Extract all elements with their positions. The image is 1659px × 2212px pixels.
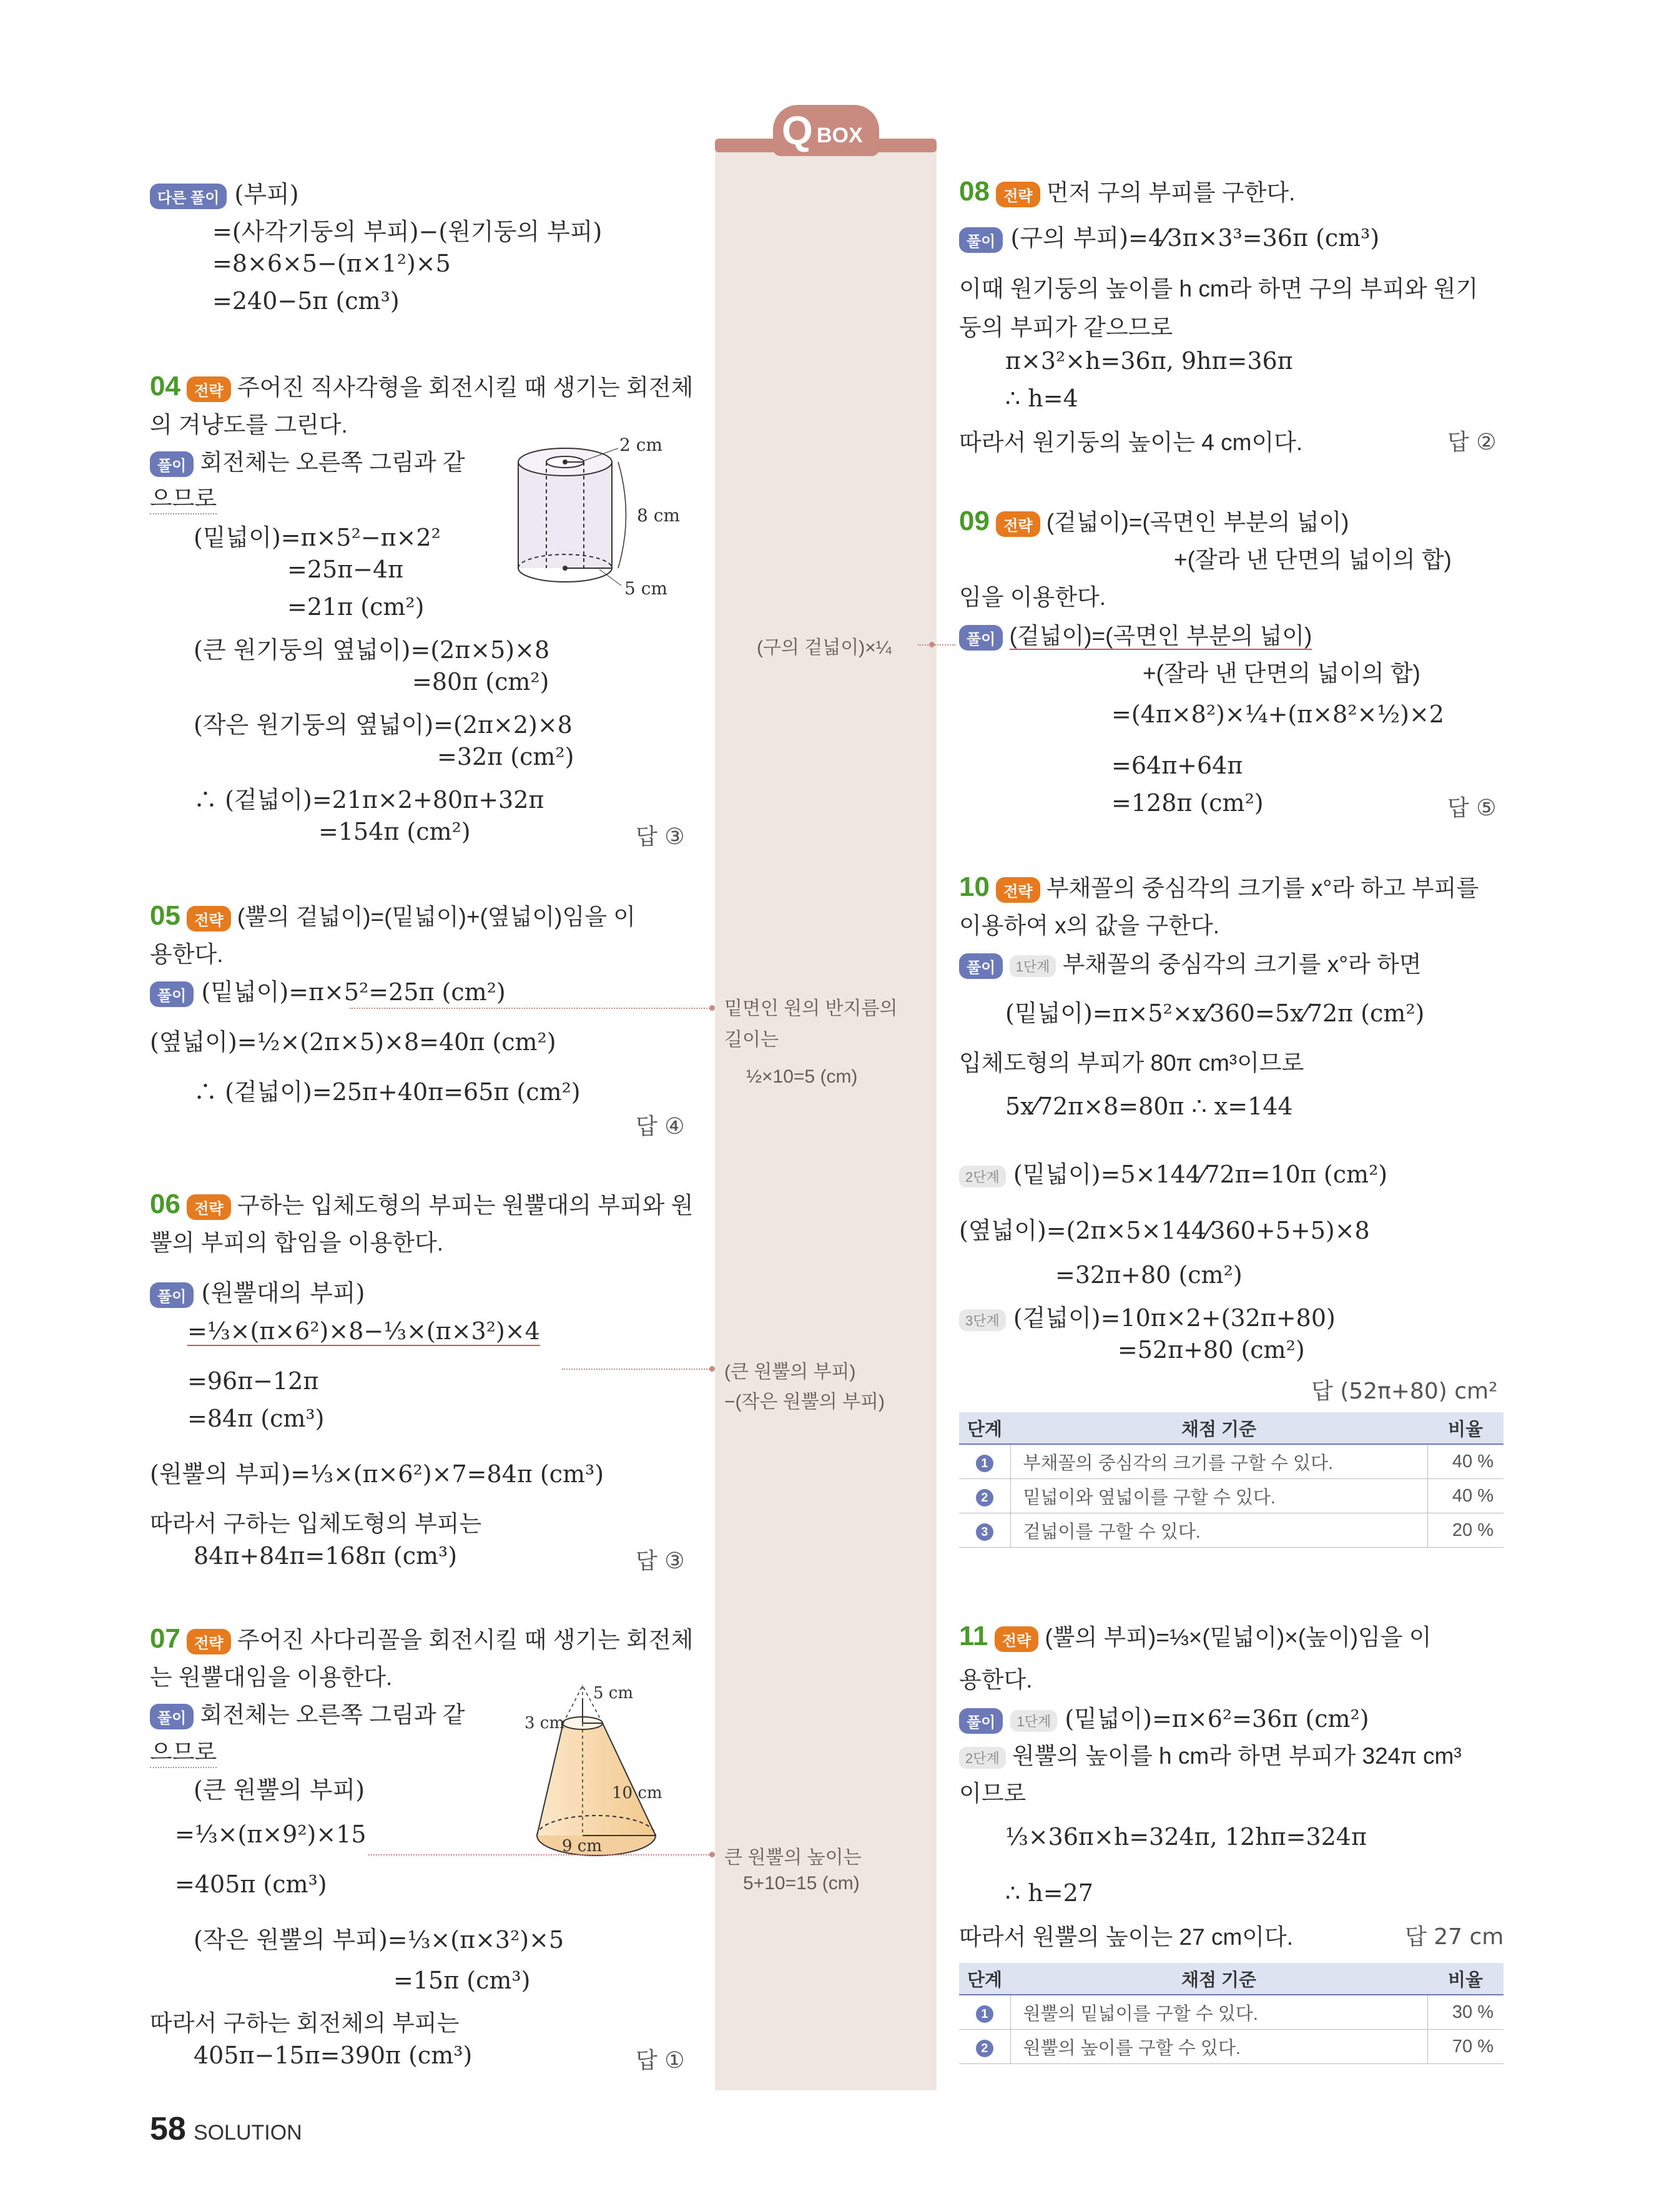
alt-solution [150, 175, 299, 209]
problem-10-header [959, 869, 1479, 903]
math-line: 따라서 구하는 회전체의 부피는 [150, 2010, 460, 2036]
strategy-tag: 전략 [187, 906, 230, 931]
strategy-tag: 전략 [995, 1626, 1038, 1652]
solution-badge: 풀이 [959, 625, 1003, 651]
math-line: (원뿔대의 부피) [201, 1279, 365, 1307]
strategy-text: 용한다. [150, 941, 224, 967]
criterion: 원뿔의 높이를 구할 수 있다. [1010, 2030, 1427, 2064]
math-line: 405π−15π=390π (cm³) [194, 2042, 473, 2069]
solution-line [150, 973, 506, 1007]
solution-line [959, 1699, 1369, 1734]
strategy-text: 주어진 사다리꼴을 회전시킬 때 생기는 회전체 [237, 1627, 694, 1653]
math-line: =154π (cm²) [318, 818, 471, 845]
fig-label: 8 cm [637, 505, 680, 526]
problem-number: 06 [150, 1189, 180, 1219]
leader-line [368, 1854, 712, 1856]
problem-number: 10 [959, 872, 990, 902]
solution-text: 회전체는 오른쪽 그림과 같 [200, 1702, 465, 1728]
math-line: ∴ (겉넓이)=21π×2+80π+32π [194, 786, 544, 814]
math-line: 따라서 구하는 입체도형의 부피는 [150, 1511, 482, 1536]
solution-text: 회전체는 오른쪽 그림과 같 [200, 450, 465, 475]
alt-line: =240−5π (cm³) [212, 287, 400, 315]
math-line: =96π−12π [187, 1367, 319, 1395]
hollow-cylinder-figure [506, 437, 712, 606]
strategy-tag: 전략 [187, 1194, 230, 1220]
math-line: =15π (cm³) [393, 1967, 531, 1994]
solution-badge: 풀이 [150, 981, 194, 1007]
answer-mark: 답 ③ [636, 824, 685, 850]
math-line: (큰 원기둥의 옆넓이)=(2π×5)×8 [194, 636, 550, 664]
math-line: =52π+80 (cm²) [1118, 1336, 1305, 1364]
math-line: ∴ (겉넓이)=25π+40π=65π (cm²) [194, 1078, 581, 1106]
leader-line [562, 1369, 712, 1370]
math-line: =⅓×(π×6²)×8−⅓×(π×3²)×4 [187, 1317, 540, 1345]
table-row [959, 1444, 1504, 1479]
problem-number: 08 [959, 176, 990, 207]
criterion: 부채꼴의 중심각의 크기를 구할 수 있다. [1010, 1444, 1427, 1479]
math-line: =32π (cm²) [437, 743, 574, 770]
leader-line [350, 1008, 712, 1009]
ratio: 40 % [1427, 1444, 1504, 1479]
math-line: (겉넓이)=(곡면인 부분의 넓이) [1009, 623, 1312, 649]
math-line: =21π (cm²) [287, 593, 425, 621]
math-line: =128π (cm²) [1111, 789, 1264, 817]
side-note: (구의 겉넓이)×¼ [757, 637, 892, 658]
solution-text: 으므로 [150, 479, 217, 514]
side-note: ½×10=5 (cm) [746, 1066, 858, 1087]
ratio: 30 % [1427, 1995, 1504, 2030]
math-line: 84π+84π=168π (cm³) [194, 1542, 458, 1570]
leader-dot [709, 1366, 715, 1372]
problem-number: 09 [959, 506, 990, 536]
problem-05-header [150, 898, 636, 931]
solution-badge: 풀이 [150, 1282, 194, 1308]
table-header: 단계 [959, 1963, 1010, 1995]
fig-label: 10 cm [612, 1784, 662, 1802]
strategy-text: 주어진 직사각형을 회전시킬 때 생기는 회전체 [237, 375, 694, 400]
math-line: (큰 원뿔의 부피) [194, 1776, 365, 1804]
strategy-text: 먼저 구의 부피를 구한다. [1046, 180, 1296, 205]
side-note: 큰 원뿔의 높이는 [724, 1847, 862, 1868]
answer-mark: 답 ③ [636, 1548, 685, 1574]
qbox-column [715, 149, 937, 2090]
solution-badge: 풀이 [959, 953, 1003, 979]
math-line: 둥의 부피가 같으므로 [959, 315, 1173, 340]
math-line: 원뿔의 높이를 h cm라 하면 부피가 324π cm³ [1012, 1743, 1462, 1769]
math-line: (구의 부피)=4⁄3π×3³=36π (cm³) [1010, 224, 1380, 252]
ratio: 70 % [1427, 2030, 1504, 2064]
qbox-badge [773, 105, 879, 156]
strategy-tag: 전략 [996, 182, 1040, 207]
step-badge: 1단계 [1010, 955, 1056, 977]
problem-number: 07 [150, 1623, 180, 1654]
problem-number: 05 [150, 900, 180, 931]
leader-dot [709, 1852, 715, 1857]
math-line: (원뿔의 부피)=⅓×(π×6²)×7=84π (cm³) [150, 1460, 604, 1488]
step-badge: 2단계 [959, 1747, 1006, 1769]
strategy-text: 구하는 입체도형의 부피는 원뿔대의 부피와 원 [237, 1192, 694, 1218]
math-line: =80π (cm²) [412, 668, 549, 696]
strategy-text: +(잘라 낸 단면의 넓이의 합) [1174, 547, 1452, 573]
strategy-text: 용한다. [959, 1667, 1033, 1693]
math-line: =32π+80 (cm²) [1055, 1261, 1243, 1289]
ratio: 40 % [1427, 1479, 1504, 1513]
math-line: (작은 원기둥의 옆넓이)=(2π×2)×8 [194, 711, 573, 739]
table-row [959, 1513, 1504, 1548]
table-header: 채점 기준 [1010, 1963, 1427, 1995]
qbox-q: Q [782, 108, 813, 153]
step-number: 1 [976, 2005, 993, 2023]
math-line: 입체도형의 부피가 80π cm³이므로 [959, 1050, 1304, 1076]
table-row [959, 1479, 1504, 1513]
math-line: (밑넓이)=π×5²=25π (cm²) [201, 978, 506, 1006]
strategy-tag: 전략 [996, 877, 1040, 903]
strategy-text: 뿔의 부피의 합임을 이용한다. [150, 1230, 444, 1256]
answer-mark: 답 ① [636, 2048, 685, 2073]
math-line: ∴ h=27 [1005, 1879, 1093, 1907]
solution-line [959, 1299, 1336, 1333]
strategy-tag: 전략 [996, 511, 1040, 537]
step-badge: 1단계 [1010, 1710, 1057, 1732]
math-line: +(잘라 낸 단면의 넓이의 합) [1143, 661, 1420, 686]
alt-line: =(사각기둥의 부피)−(원기둥의 부피) [212, 218, 603, 245]
solution-line [959, 617, 1312, 651]
math-line: (겉넓이)=10π×2+(32π+80) [1013, 1304, 1336, 1332]
answer-mark: 답 27 cm [1405, 1924, 1504, 1950]
math-line: =64π+64π [1111, 752, 1243, 779]
solution-badge: 풀이 [150, 451, 194, 477]
solution-line [959, 1737, 1462, 1771]
problem-04-header [150, 368, 693, 402]
math-line: 따라서 원기둥의 높이는 4 cm이다. [959, 430, 1303, 455]
problem-09-header [959, 503, 1349, 537]
math-line: =84π (cm³) [187, 1405, 325, 1432]
math-line: =(4π×8²)×¼+(π×8²×½)×2 [1111, 700, 1444, 728]
fig-label: 2 cm [619, 437, 662, 455]
math-line: (밑넓이)=π×6²=36π (cm²) [1065, 1705, 1369, 1733]
math-line: 이때 원기둥의 높이를 h cm라 하면 구의 부피와 원기 [959, 276, 1479, 302]
solution-line [959, 1155, 1387, 1189]
side-note: 5+10=15 (cm) [743, 1873, 860, 1894]
strategy-text: 는 원뿔대임을 이용한다. [150, 1664, 393, 1690]
strategy-text: (뿔의 겉넓이)=(밑넓이)+(옆넓이)임을 이 [237, 904, 636, 930]
math-line: ⅓×36π×h=324π, 12hπ=324π [1005, 1823, 1367, 1851]
solution-text: 으므로 [150, 1733, 217, 1768]
table-header: 단계 [959, 1412, 1010, 1444]
problem-number: 04 [150, 371, 180, 401]
problem-number: 11 [959, 1621, 988, 1651]
math-line: (옆넓이)=½×(2π×5)×8=40π (cm²) [150, 1028, 556, 1056]
alt-line: =8×6×5−(π×1²)×5 [212, 250, 451, 277]
math-line: =25π−4π [287, 556, 404, 583]
math-line: ∴ h=4 [1005, 385, 1078, 412]
math-line: 이므로 [959, 1781, 1026, 1806]
alt-line: (부피) [234, 180, 299, 208]
math-line: =⅓×(π×9²)×15 [175, 1821, 367, 1848]
math-line: 따라서 원뿔의 높이는 27 cm이다. [959, 1924, 1294, 1950]
leader-dot [929, 642, 935, 647]
math-line: 부채꼴의 중심각의 크기를 x°라 하면 [1062, 951, 1422, 977]
table-header: 채점 기준 [1010, 1412, 1427, 1444]
step-number: 2 [976, 1489, 993, 1507]
side-note: 밑면인 원의 반지름의 [724, 998, 898, 1019]
table-row [959, 1995, 1504, 2030]
step-number: 1 [976, 1455, 993, 1472]
fig-label: 9 cm [562, 1837, 603, 1856]
step-badge: 2단계 [959, 1166, 1006, 1187]
table-header: 비율 [1427, 1963, 1504, 1995]
problem-11-header [959, 1618, 1432, 1652]
problem-08-header [959, 174, 1295, 207]
strategy-text: 임을 이용한다. [959, 584, 1106, 610]
solution-badge: 풀이 [959, 1708, 1003, 1734]
page-number: 58 [150, 2111, 186, 2147]
strategy-text: 이용하여 x의 값을 구한다. [959, 913, 1220, 938]
solution-line [959, 219, 1379, 253]
strategy-tag: 전략 [187, 376, 230, 402]
math-line: (작은 원뿔의 부피)=⅓×(π×3²)×5 [194, 1926, 564, 1954]
solution-line [150, 443, 465, 477]
step-number: 2 [976, 2040, 993, 2057]
criterion: 원뿔의 밑넓이를 구할 수 있다. [1010, 1995, 1427, 2030]
table-header: 비율 [1427, 1412, 1504, 1444]
fig-label: 5 cm [624, 578, 667, 599]
fig-label: 5 cm [593, 1686, 634, 1703]
frustum-figure [518, 1686, 712, 1867]
page-footer [150, 2110, 302, 2148]
side-note: −(작은 원뿔의 부피) [724, 1392, 885, 1412]
solution-badge: 풀이 [150, 1704, 194, 1729]
math-line: (밑넓이)=π×5²×x⁄360=5x⁄72π (cm²) [1005, 1000, 1425, 1027]
math-line: (밑넓이)=5×144⁄72π=10π (cm²) [1013, 1161, 1388, 1188]
problem-06-header [150, 1186, 693, 1220]
solution-line [150, 1696, 465, 1729]
step-number: 3 [976, 1523, 993, 1541]
leader-line [918, 644, 955, 646]
side-note: (큰 원뿔의 부피) [724, 1362, 856, 1382]
answer-mark: 답 ⑤ [1447, 795, 1497, 821]
criterion: 밑넓이와 옆넓이를 구할 수 있다. [1010, 1479, 1427, 1513]
alt-badge: 다른 풀이 [150, 184, 227, 209]
math-line: =405π (cm³) [175, 1870, 327, 1898]
math-line: (옆넓이)=(2π×5×144⁄360+5+5)×8 [959, 1217, 1370, 1244]
side-note: 길이는 [724, 1030, 779, 1050]
table-row [959, 2030, 1504, 2064]
strategy-text: (뿔의 부피)=⅓×(밑넓이)×(높이)임을 이 [1045, 1625, 1432, 1650]
grading-table-10 [959, 1412, 1504, 1548]
step-badge: 3단계 [959, 1309, 1006, 1331]
ratio: 20 % [1427, 1513, 1504, 1548]
footer-label: SOLUTION [193, 2121, 302, 2145]
criterion: 겉넓이를 구할 수 있다. [1010, 1513, 1427, 1548]
solution-badge: 풀이 [959, 227, 1003, 253]
solution-line [959, 945, 1422, 979]
fig-label: 3 cm [524, 1714, 565, 1733]
problem-07-header [150, 1621, 693, 1654]
qbox-label: BOX [817, 124, 863, 147]
solution-line [150, 1274, 365, 1308]
math-line: (밑넓이)=π×5²−π×2² [194, 524, 441, 551]
leader-dot [709, 1005, 715, 1011]
grading-table-11 [959, 1963, 1504, 2064]
answer-mark: 답 ④ [636, 1114, 685, 1139]
strategy-tag: 전략 [187, 1629, 230, 1654]
strategy-text: 의 겨냥도를 그린다. [150, 412, 348, 438]
answer-mark: 답 ② [1447, 430, 1497, 455]
math-line: π×3²×h=36π, 9hπ=36π [1005, 347, 1293, 375]
strategy-text: 부채꼴의 중심각의 크기를 x°라 하고 부피를 [1046, 875, 1479, 901]
math-line: 5x⁄72π×8=80π ∴ x=144 [1005, 1093, 1293, 1120]
strategy-text: (겉넓이)=(곡면인 부분의 넓이) [1046, 509, 1349, 535]
answer-mark: 답 (52π+80) cm² [1311, 1379, 1498, 1404]
